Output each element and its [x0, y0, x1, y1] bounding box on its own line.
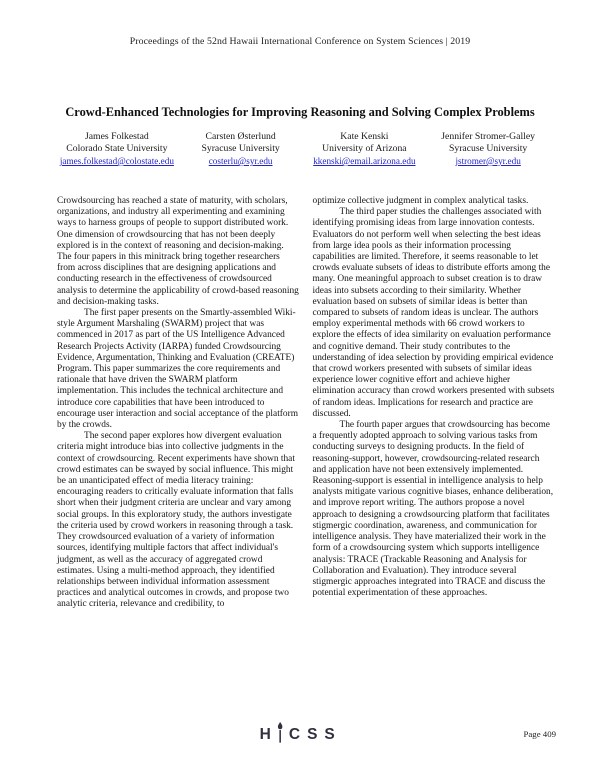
body-paragraph: Crowdsourcing has reached a state of maturity, with scholars, organizations, and industry all experimenting and examining ways to harness groups of people to support distributed work. One dimension of crowdsourcing that has not been deeply explored is in the context of reasoning and decision-making. The four papers in this minitrack bring together researchers from across disciplines that are designing applications and conducting research in the effectiveness of crowdsourced analysis to determine the applicability of crowd-based reasoning and decision-making tasks.	[57, 196, 299, 307]
author-affiliation: Syracuse University	[201, 143, 280, 154]
author-email-link[interactable]: kkenski@email.arizona.edu	[313, 156, 416, 166]
author-2	[179, 131, 303, 168]
author-affiliation: University of Arizona	[322, 143, 407, 154]
torch-icon	[276, 722, 285, 748]
body-paragraph: The third paper studies the challenges associated with identifying promising ideas from large innovation contests. Evaluators do not perform well when selecting the best ideas from large idea pools as their information processing capabilities are limited. Therefore, it seems reasonable to let crowds evaluate subsets of ideas to distribute efforts among the many. One meaningful approach to subset creation is to draw ideas into subsets according to their similarity. Whether evaluation based on subsets of similar ideas is better than compared to subsets of random ideas is unclear. The authors employ experimental methods with 66 crowd workers to explore the effects of idea similarity on evaluation performance and cognitive demand. Their study contributes to the understanding of idea selection by providing empirical evidence that crowd workers presented with subsets of similar ideas experience lower cognitive effort and achieve higher elimination accuracy than crowd workers presented with subsets of random ideas. Implications for research and practice are discussed.	[312, 207, 555, 419]
hicss-logo-letter: S	[307, 726, 322, 743]
body-paragraph: The second paper explores how divergent evaluation criteria might introduce bias into collective judgments in the context of crowdsourcing. Recent experiments have shown that crowd estimates can be swayed by social influence. This might be an unanticipated effect of media literacy training: encouraging readers to critically evaluate information that falls short when their judgment criteria are unclear and vary among social groups. In this exploratory study, the authors investigate the criteria used by crowd workers in reasoning through a task. They crowdsourced evaluation of a variety of information sources, identifying multiple factors that affect individual's judgment, as well as the accuracy of aggregated crowd estimates. Using a multi-method approach, they identified relationships between individual information assessment practices and analytical outcomes in crowds, and propose two analytic criteria, relevance and credibility, to	[57, 431, 295, 610]
body-paragraph: optimize collective judgment in complex analytical tasks.	[312, 196, 529, 206]
author-4	[426, 131, 550, 168]
author-name: Jennifer Stromer-Galley	[441, 131, 535, 142]
hicss-logo	[260, 722, 339, 748]
right-column	[313, 196, 556, 611]
hicss-logo-letter: S	[324, 726, 339, 743]
author-email-link[interactable]: jstromer@syr.edu	[455, 156, 521, 166]
author-affiliation: Colorado State University	[66, 143, 168, 154]
left-column	[57, 196, 300, 611]
hicss-logo-letter: H	[259, 726, 275, 743]
author-1	[55, 131, 179, 168]
author-email-link[interactable]: james.folkestad@colostate.edu	[59, 156, 174, 166]
author-email-link[interactable]: costerlu@syr.edu	[208, 156, 273, 166]
body-text	[57, 196, 555, 611]
author-name: James Folkestad	[84, 131, 149, 142]
hicss-logo-letter: C	[288, 726, 305, 743]
body-paragraph: The first paper presents on the Smartly-assembled Wiki-style Argument Marshaling (SWARM) project that was commenced in 2017 as part of the US Intelligence Advanced Research Projects Activity (IARPA) funded Crowdsourcing Evidence, Argumentation, Thinking and Evaluation (CREATE) Program. This paper summarizes the core requirements and rationale that have driven the SWARM platform implementation. This includes the technical architecture and introduce core capabilities that have been introduced to encourage user interaction and social acceptance of the platform by the crowds.	[57, 308, 299, 431]
author-3	[303, 131, 427, 168]
author-name: Kate Kenski	[340, 131, 389, 142]
body-paragraph: The fourth paper argues that crowdsourcing has become a frequently adopted approach to solving various tasks from conducting surveys to designing products. In the field of reasoning-support, however, crowdsourcing-related research and application have not been extensively implemented. Reasoning-support is essential in intelligence analysis to help analysts mitigate various cognitive biases, enhance deliberation, and improve report writing. The authors propose a novel approach to designing a crowdsourcing platform that facilitates stigmergic coordination, awareness, and communication for intelligence analysis. They have materialized their work in the form of a crowdsourcing system which supports intelligence analysis: TRACE (Trackable Reasoning and Analysis for Collaboration and Evaluation). They introduce several stigmergic approaches integrated into TRACE and discuss the potential experimentation of these approaches.	[312, 420, 554, 599]
paper-title: Crowd-Enhanced Technologies for Improving Reasoning and Solving Complex Problems	[65, 105, 535, 119]
author-block	[55, 131, 550, 168]
page-number: Page 409	[523, 729, 556, 739]
author-affiliation: Syracuse University	[448, 143, 528, 154]
proceedings-header: Proceedings of the 52nd Hawaii International Conference on System Sciences | 2019	[129, 36, 471, 47]
author-name: Carsten Østerlund	[205, 131, 276, 142]
